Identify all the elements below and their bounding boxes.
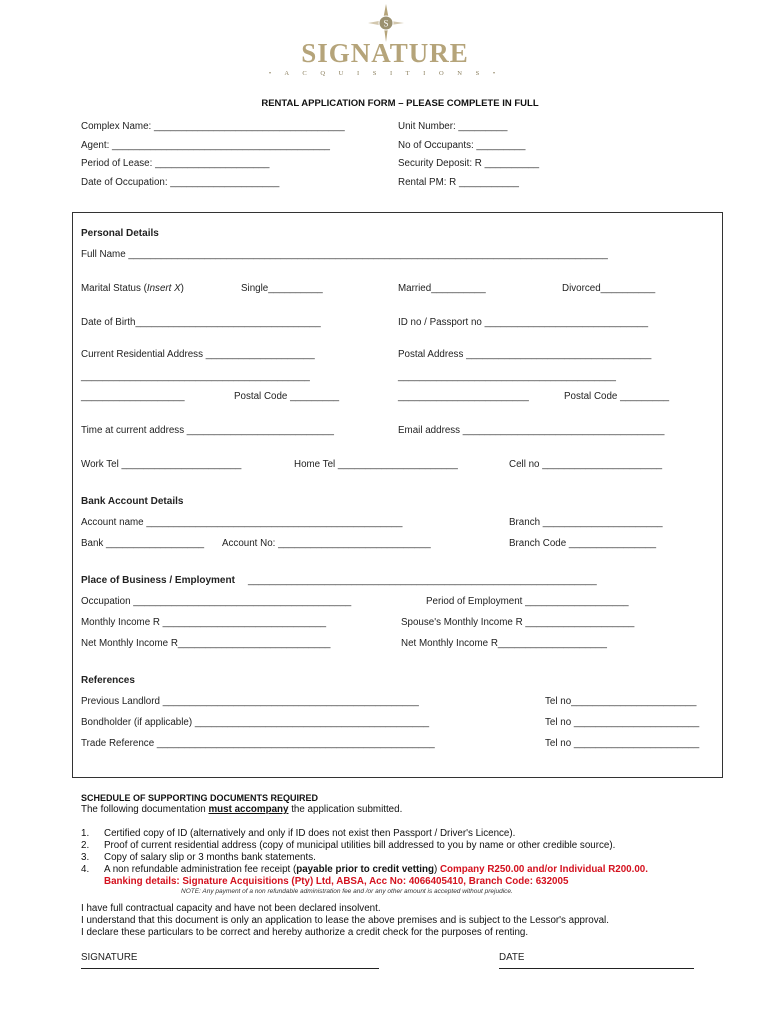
security-deposit-field[interactable]: Security Deposit: R __________ — [398, 158, 540, 169]
schedule-intro: The following documentation must accompany the application submitted. — [81, 804, 403, 815]
svg-text:S: S — [383, 18, 389, 29]
date-of-occupation-field[interactable]: Date of Occupation: ____________________ — [81, 177, 280, 188]
postal-address-line-2[interactable]: ________________________________________ — [398, 371, 616, 382]
spouse-income-field[interactable]: Spouse's Monthly Income R ____________________ — [401, 617, 635, 628]
references-heading: References — [81, 675, 135, 686]
date-of-birth-field[interactable]: Date of Birth__________________________________ — [81, 317, 321, 328]
postal-address-line-3[interactable]: ________________________ — [398, 391, 529, 402]
previous-landlord-tel-field[interactable]: Tel no_______________________ — [545, 696, 697, 707]
personal-details-heading: Personal Details — [81, 228, 159, 239]
current-address-field[interactable]: Current Residential Address ____________________ — [81, 349, 315, 360]
payment-note: NOTE: Any payment of a non refundable administration fee and /or any other amount is accepted without prejudice. — [181, 888, 513, 895]
schedule-item-4-text: A non refundable administration fee receipt (payable prior to credit vetting) Company R250.00 and/or Individual R200.00. — [104, 864, 648, 875]
date-line[interactable] — [499, 968, 694, 969]
single-field[interactable]: Single__________ — [241, 283, 323, 294]
signature-label: SIGNATURE — [81, 952, 138, 963]
account-no-field[interactable]: Account No: ____________________________ — [222, 538, 431, 549]
schedule-heading: SCHEDULE OF SUPPORTING DOCUMENTS REQUIRED — [81, 793, 319, 803]
bank-field[interactable]: Bank __________________ — [81, 538, 205, 549]
marital-status-label: Marital Status (Insert X) — [81, 283, 184, 294]
married-field[interactable]: Married__________ — [398, 283, 486, 294]
form-title: RENTAL APPLICATION FORM – PLEASE COMPLETE IN FULL — [261, 98, 539, 109]
banking-details: Banking details: Signature Acquisitions (Pty) Ltd, ABSA, Acc No: 4066405410, Branch Code: 632005 — [104, 876, 569, 887]
signature-line[interactable] — [81, 968, 379, 969]
bank-details-heading: Bank Account Details — [81, 496, 184, 507]
bondholder-tel-field[interactable]: Tel no _______________________ — [545, 717, 700, 728]
cell-no-field[interactable]: Cell no ______________________ — [509, 459, 663, 470]
current-address-line-2[interactable]: __________________________________________ — [81, 371, 310, 382]
declaration-line-2: I understand that this document is only an application to lease the above premises and is subject to the Lessor's approval. — [81, 915, 609, 926]
home-tel-field[interactable]: Home Tel ______________________ — [294, 459, 458, 470]
employment-heading: Place of Business / Employment — [81, 575, 235, 586]
logo-subtitle: • A C Q U I S I T I O N S • — [268, 70, 502, 77]
logo-wordmark: SIGNATURE — [301, 38, 469, 68]
postal-code-left-field[interactable]: Postal Code _________ — [234, 391, 340, 402]
account-name-field[interactable]: Account name _______________________________________________ — [81, 517, 403, 528]
complex-name-field[interactable]: Complex Name: ___________________________________ — [81, 121, 345, 132]
trade-reference-tel-field[interactable]: Tel no _______________________ — [545, 738, 700, 749]
declaration-line-1: I have full contractual capacity and have not been declared insolvent. — [81, 903, 381, 914]
net-monthly-income-field[interactable]: Net Monthly Income R____________________________ — [81, 638, 331, 649]
previous-landlord-field[interactable]: Previous Landlord _______________________________________________ — [81, 696, 419, 707]
employment-field[interactable]: ________________________________________________________________ — [248, 575, 597, 586]
occupation-field[interactable]: Occupation ________________________________________ — [81, 596, 352, 607]
postal-address-field[interactable]: Postal Address __________________________________ — [398, 349, 652, 360]
agent-field[interactable]: Agent: ________________________________________ — [81, 140, 330, 151]
monthly-income-field[interactable]: Monthly Income R ______________________________ — [81, 617, 327, 628]
application-details-box — [72, 212, 723, 778]
full-name-field[interactable]: Full Name ________________________________________________________________________________________ — [81, 249, 608, 260]
declaration-line-3: I declare these particulars to be correct and hereby authorize a credit check for the purposes of renting. — [81, 927, 529, 938]
branch-field[interactable]: Branch ______________________ — [509, 517, 663, 528]
period-of-lease-field[interactable]: Period of Lease: _____________________ — [81, 158, 270, 169]
schedule-item-3-text: Copy of salary slip or 3 months bank statements. — [104, 852, 316, 863]
unit-number-field[interactable]: Unit Number: _________ — [398, 121, 508, 132]
bondholder-field[interactable]: Bondholder (if applicable) ___________________________________________ — [81, 717, 430, 728]
spouse-net-monthly-income-field[interactable]: Net Monthly Income R____________________ — [401, 638, 607, 649]
date-label: DATE — [499, 952, 525, 963]
period-of-employment-field[interactable]: Period of Employment ___________________ — [426, 596, 629, 607]
logo-emblem-icon — [368, 4, 404, 42]
branch-code-field[interactable]: Branch Code ________________ — [509, 538, 657, 549]
trade-reference-field[interactable]: Trade Reference ___________________________________________________ — [81, 738, 435, 749]
schedule-item-2-text: Proof of current residential address (copy of municipal utilities bill addressed to you by name or other credible source). — [104, 840, 616, 851]
schedule-item-2-number: 2. — [81, 840, 90, 851]
id-passport-field[interactable]: ID no / Passport no ______________________________ — [398, 317, 649, 328]
schedule-item-3-number: 3. — [81, 852, 90, 863]
schedule-item-1-text: Certified copy of ID (alternatively and only if ID does not exist then Passport / Driver's Licence). — [104, 828, 516, 839]
divorced-field[interactable]: Divorced__________ — [562, 283, 656, 294]
current-address-line-3[interactable]: ___________________ — [81, 391, 185, 402]
email-field[interactable]: Email address _____________________________________ — [398, 425, 665, 436]
time-at-address-field[interactable]: Time at current address ___________________________ — [81, 425, 334, 436]
rental-pm-field[interactable]: Rental PM: R ___________ — [398, 177, 519, 188]
no-of-occupants-field[interactable]: No of Occupants: _________ — [398, 140, 526, 151]
schedule-item-1-number: 1. — [81, 828, 90, 839]
postal-code-right-field[interactable]: Postal Code _________ — [564, 391, 670, 402]
work-tel-field[interactable]: Work Tel ______________________ — [81, 459, 242, 470]
schedule-item-4-number: 4. — [81, 864, 90, 875]
